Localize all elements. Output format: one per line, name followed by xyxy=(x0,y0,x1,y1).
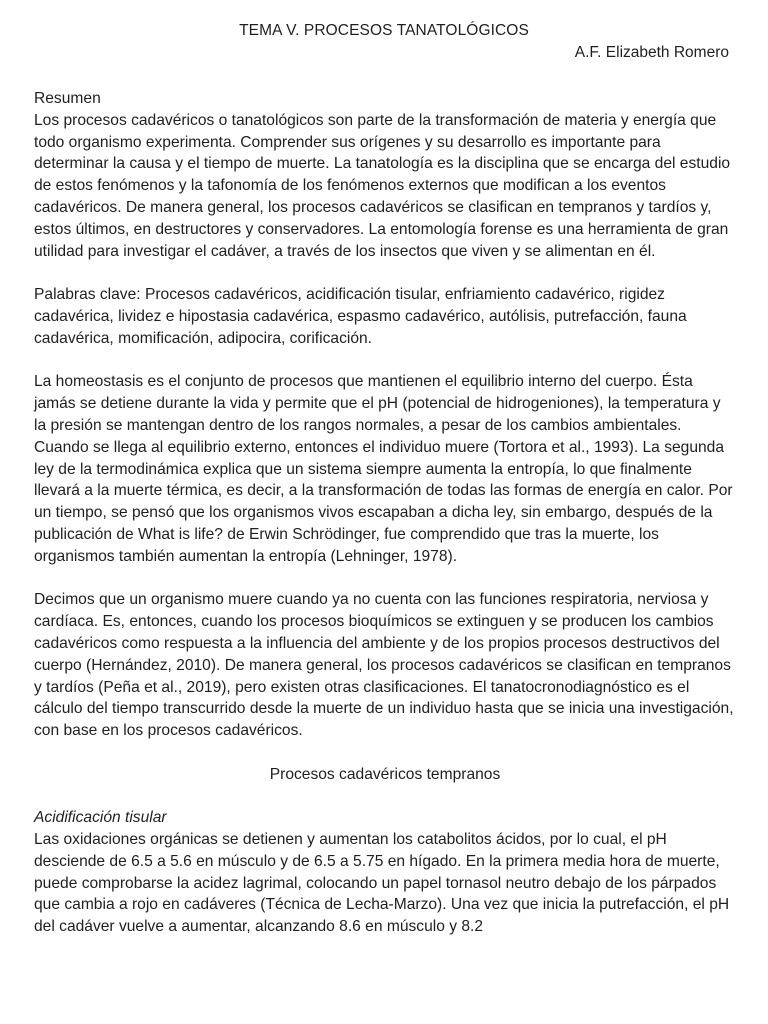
paragraph-spacer xyxy=(34,568,736,590)
document-body xyxy=(34,88,736,938)
keywords-paragraph: Palabras clave: Procesos cadavéricos, acidificación tisular, enfriamiento cadavérico, rigidez cadavérica, lividez e hipostasia cadavérica, espasmo cadavérico, autólisis, putrefacción, fauna cadavérica, momificación, adipocira, corificación. xyxy=(34,286,687,347)
section-heading: Procesos cadavéricos tempranos xyxy=(269,765,501,783)
abstract-paragraph: Los procesos cadavéricos o tanatológicos son parte de la transformación de materia y energía que todo organismo experimenta. Comprender sus orígenes y su desarrollo es importante para determinar la causa y el tiempo de muerte. La tanatología es la disciplina que se encarga del estudio de estos fenómenos y la tafonomía de los fenómenos externos que modifican a los eventos cadavéricos. De manera general, los procesos cadavéricos se clasifican en tempranos y tardíos y, estos últimos, en destructores y conservadores. La entomología forense es una herramienta de gran utilidad para investigar el cadáver, a través de los insectos que viven y se alimentan en él. xyxy=(34,111,731,260)
document-title: TEMA V. PROCESOS TANATOLÓGICOS xyxy=(239,22,529,39)
body-paragraph-death: Decimos que un organismo muere cuando ya no cuenta con las funciones respiratoria, nerviosa y cardíaca. Es, entonces, cuando los procesos bioquímicos se extinguen y se producen los cambios cadavéricos como respuesta a la influencia del ambiente y de los propios procesos destructivos del cuerpo (Hernández, 2010). De manera general, los procesos cadavéricos se clasifican en tempranos y tardíos (Peña et al., 2019), pero existen otras clasificaciones. El tanatocronodiagnóstico es el cálculo del tiempo transcurrido desde la muerte de un individuo hasta que se inicia una investigación, con base en los procesos cadavéricos. xyxy=(34,591,734,740)
body-paragraph-homeostasis: La homeostasis es el conjunto de procesos que mantienen el equilibrio interno del cuerpo. Ésta jamás se detiene durante la vida y permite que el pH (potencial de hidrogeniones), la temperatura y la presión se mantengan dentro de los rangos normales, a pesar de los cambios ambientales. Cuando se llega al equilibrio externo, entonces el individuo muere (Tortora et al., 1993). La segunda ley de la termodinámica explica que un sistema siempre aumenta la entropía, lo que finalmente llevará a la muerte térmica, es decir, a la transformación de todas las formas de energía en calor. Por un tiempo, se pensó que los organismos vivos escapaban a dicha ley, sin embargo, después de la publicación de What is life? de Erwin Schrödinger, fue comprendido que tras la muerte, los organismos también aumentan la entropía (Lehninger, 1978). xyxy=(34,373,733,565)
paragraph-spacer xyxy=(34,350,736,372)
paragraph-spacer xyxy=(34,742,736,764)
subsection-heading: Acidificación tisular xyxy=(34,809,167,827)
body-paragraph-acidification: Las oxidaciones orgánicas se detienen y aumentan los catabolitos ácidos, por lo cual, el pH desciende de 6.5 a 5.6 en músculo y de 6.5 a 5.75 en hígado. En la primera media hora de muerte, puede comprobarse la acidez lagrimal, colocando un papel tornasol neutro debajo de los párpados que cambia a rojo en cadáveres (Técnica de Lecha-Marzo). Una vez que inicia la putrefacción, el pH del cadáver vuelve a aumentar, alcanzando 8.6 en músculo y 8.2 xyxy=(34,831,730,936)
paragraph-spacer xyxy=(34,262,736,284)
paragraph-spacer xyxy=(34,786,736,808)
abstract-heading: Resumen xyxy=(34,90,101,107)
document-author: A.F. Elizabeth Romero xyxy=(574,44,729,61)
